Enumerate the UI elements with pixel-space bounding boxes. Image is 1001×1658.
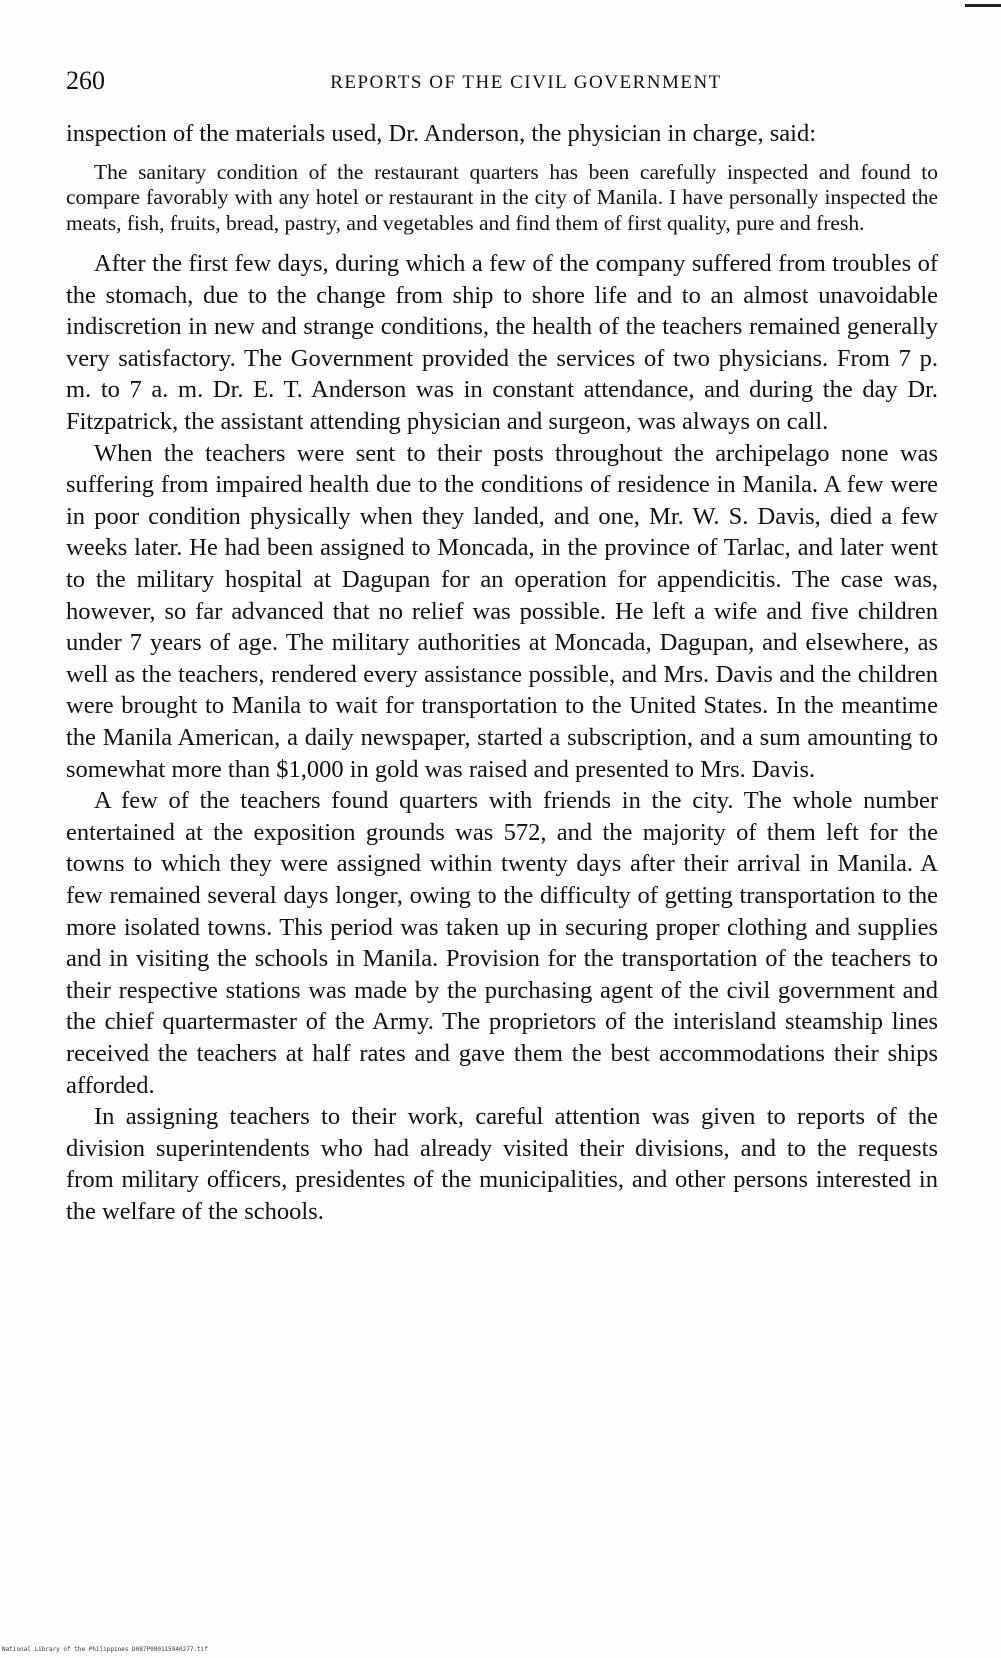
quoted-statement: The sanitary condition of the restaurant quarters has been carefully inspected and found to compare favorably with any hotel or restaurant in the city of Manila. I have personally inspected the meats, fish, fruits, bread, pastry, and vegetables and find them of first quality, pure and fresh. bbox=[66, 159, 938, 235]
paragraph-health: After the first few days, during which a few of the company suffered from troubles of the stomach, due to the change from ship to shore life and to an almost unavoidable indiscretion in new and strange conditions, the health of the teachers remained generally very satisfactory. The Government provided the services of two physicians. From 7 p. m. to 7 a. m. Dr. E. T. Anderson was in constant attendance, and during the day Dr. Fitzpatrick, the assistant attending physician and surgeon, was always on call. bbox=[66, 250, 938, 436]
body-text bbox=[66, 118, 938, 1228]
scan-footer-mark: National Library of the Philippines D087P000115940277.tif bbox=[2, 1646, 208, 1653]
page-number: 260 bbox=[66, 66, 105, 95]
paragraph-quarters: A few of the teachers found quarters with friends in the city. The whole number entertained at the exposition grounds was 572, and the majority of them left for the towns to which they were assigned within twenty days after their arrival in Manila. A few remained several days longer, owing to the difficulty of getting transportation to the more isolated towns. This period was taken up in securing proper clothing and supplies and in visiting the schools in Manila. Provision for the transportation of the teachers to their respective stations was made by the purchasing agent of the civil government and the chief quartermaster of the Army. The proprietors of the interisland steamship lines received the teachers at half rates and gave them the best accommodations their ships afforded. bbox=[66, 787, 938, 1099]
paragraph-assignments: In assigning teachers to their work, careful attention was given to reports of the division superintendents who had already visited their divisions, and to the requests from military officers, presidentes of the municipalities, and other persons interested in the welfare of the schools. bbox=[66, 1103, 938, 1225]
paragraph-continuation: inspection of the materials used, Dr. Anderson, the physician in charge, said: bbox=[66, 120, 817, 147]
scan-edge-mark bbox=[965, 4, 1001, 7]
page-header bbox=[66, 66, 938, 96]
running-head: REPORTS OF THE CIVIL GOVERNMENT bbox=[330, 72, 722, 93]
paragraph-davis: When the teachers were sent to their posts throughout the archipelago none was suffering from impaired health due to the conditions of residence in Manila. A few were in poor condition physically when they landed, and one, Mr. W. S. Davis, died a few weeks later. He had been assigned to Moncada, in the province of Tarlac, and later went to the military hospital at Dagupan for an operation for appendicitis. The case was, however, so far advanced that no relief was possible. He left a wife and five children under 7 years of age. The military authorities at Moncada, Dagupan, and elsewhere, as well as the teachers, rendered every assistance possible, and Mrs. Davis and the children were brought to Manila to wait for transportation to the United States. In the meantime the Manila American, a daily newspaper, started a subscription, and a sum amounting to somewhat more than $1,000 in gold was raised and presented to Mrs. Davis. bbox=[66, 439, 938, 783]
